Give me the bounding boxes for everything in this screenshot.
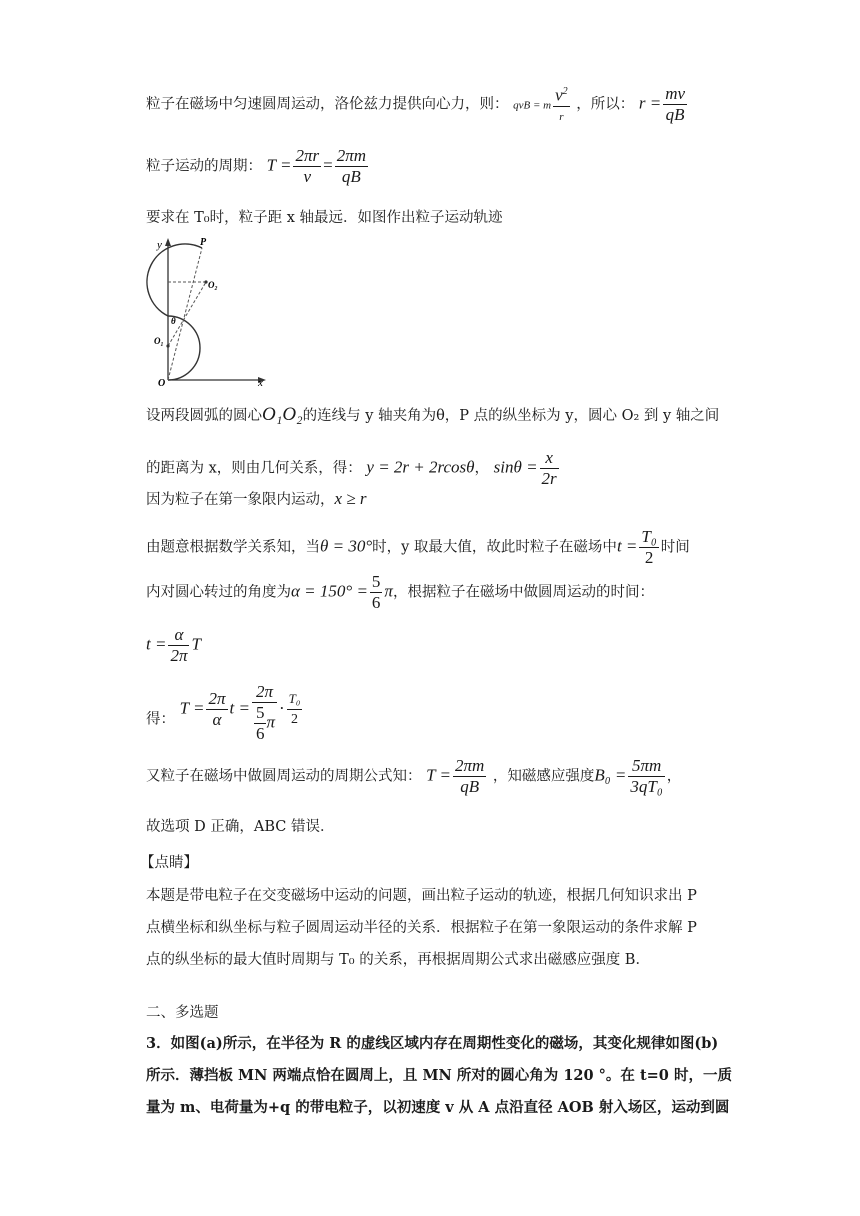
frac-num: 5πm <box>628 756 664 777</box>
frac-num <box>553 82 570 107</box>
line-3 <box>146 208 503 228</box>
label-o2: O₂ <box>208 280 218 290</box>
formula-y: y = 2r + 2rcosθ <box>366 457 475 477</box>
fraction-2pim-qb <box>335 146 368 187</box>
text-dianjing: 【点睛】 <box>140 855 198 871</box>
para-1 <box>146 886 697 906</box>
frac-den: 2 <box>291 712 299 727</box>
sec: 二、多选题 <box>146 1005 219 1021</box>
frac-den: r <box>559 110 564 123</box>
y-arrow <box>165 238 171 246</box>
formula-t: t = <box>616 536 638 556</box>
frac-num: T₀ <box>287 689 303 710</box>
formula-T: T = <box>266 155 292 175</box>
frac-den: 3qT₀ <box>630 777 663 796</box>
fraction-t0-2 <box>287 689 303 730</box>
compound-den <box>252 703 277 744</box>
fraction-alpha-2pi <box>168 625 189 666</box>
section-title <box>146 1003 219 1023</box>
label-p: P <box>200 237 207 248</box>
line-4 <box>146 405 719 426</box>
line-5 <box>146 448 561 489</box>
frac-den: v <box>303 167 312 186</box>
line-13 <box>140 853 198 873</box>
eq: = <box>323 155 333 175</box>
inner-num: 5 <box>255 703 265 722</box>
para-2 <box>146 918 697 938</box>
line-11 <box>146 756 681 797</box>
line-2 <box>146 146 370 187</box>
p3: 点的纵坐标的最大值时周期与 T₀ 的关系，再根据周期公式求出磁感应强度 B． <box>146 952 650 968</box>
formula-t: t = <box>229 698 250 718</box>
frac-den: 2r <box>541 469 557 488</box>
line-1 <box>146 82 689 127</box>
frac-num: x <box>540 448 559 469</box>
text-6: 因为粒子在第一象限内运动， <box>146 492 335 508</box>
text-5: 的距离为 x，则由几何关系，得： <box>146 460 362 477</box>
label-o1: O₁ <box>154 336 164 346</box>
text-4a: 设两段圆弧的圆心 <box>146 408 262 424</box>
formula-r: r = <box>638 93 662 113</box>
inner-den: 6 <box>255 724 265 743</box>
o1o2: O₁O₂ <box>262 404 303 425</box>
formula-t: t = <box>146 634 167 654</box>
formula-ineq: x ≥ r <box>334 489 367 508</box>
point-o1 <box>166 344 169 347</box>
fraction-2pi-alpha <box>206 689 227 730</box>
frac-den: 2π <box>170 646 188 665</box>
text-1: 粒子在磁场中匀速圆周运动，洛伦兹力提供向心力，则： <box>146 96 509 113</box>
line-9 <box>146 625 201 666</box>
question-2 <box>146 1066 732 1086</box>
frac-num: 5 <box>371 572 381 591</box>
fraction-2pir-v <box>293 146 321 187</box>
formula-alpha: α = 150° = <box>291 581 368 601</box>
text-2: 粒子运动的周期： <box>146 158 262 175</box>
text-4b: 的连线与 y 轴夹角为θ，P 点的纵坐标为 y，圆心 O₂ 到 y 轴之间 <box>302 408 720 424</box>
dash-o-p <box>168 248 202 380</box>
line-12 <box>146 817 334 837</box>
formula-b0: B₀ = <box>594 765 627 785</box>
frac-num: α <box>168 625 189 646</box>
pi: π <box>266 712 275 732</box>
text-de: 得： <box>146 711 175 728</box>
frac-num: T₀ <box>641 527 657 546</box>
formula-theta: θ = 30° <box>320 536 373 556</box>
arc-upper <box>147 244 202 316</box>
text-8a: 内对圆心转过的角度为 <box>146 584 291 601</box>
frac-num: mv <box>665 83 686 103</box>
end: ， <box>666 768 682 785</box>
formula-qvb: qvB = m <box>513 99 552 112</box>
text-7c: 时间 <box>660 539 690 556</box>
fraction-t0-2 <box>639 527 658 568</box>
frac-num: 2π <box>252 682 277 703</box>
frac-den: 6 <box>371 593 381 612</box>
q1: 3．如图(a)所示，在半径为 R 的虚线区域内存在周期性变化的磁场，其变化规律如图(b) <box>146 1035 719 1052</box>
frac-num: 2πm <box>336 146 367 165</box>
pi: π <box>384 581 393 601</box>
text-12: 故选项 D 正确，ABC 错误． <box>146 819 335 835</box>
text-8b: ，根据粒子在磁场中做圆周运动的时间： <box>392 584 654 601</box>
question-1 <box>146 1034 718 1054</box>
p1: 本题是带电粒子在交变磁场中运动的问题，画出粒子运动的轨迹，根据几何知识求出 P <box>146 888 697 904</box>
dash-o1-o2 <box>168 282 206 346</box>
frac-den: qB <box>460 777 480 796</box>
v: v <box>555 85 563 105</box>
text-11a: 又粒子在磁场中做圆周运动的周期公式知： <box>146 768 422 785</box>
sep: ，所以： <box>576 96 635 113</box>
text-7b: 时，y 取最大值，故此时粒子在磁场中 <box>372 539 617 556</box>
dot: · <box>279 698 285 718</box>
line-7 <box>146 527 690 568</box>
frac-den: qB <box>341 167 361 186</box>
fraction-5pim-3qt0 <box>628 756 664 797</box>
sep: ， <box>474 460 490 477</box>
formula-T: T <box>191 634 201 654</box>
label-theta: θ <box>171 316 176 326</box>
text-3: 要求在 T₀时，粒子距 x 轴最远．如图作出粒子运动轨迹 <box>146 210 503 226</box>
line-6 <box>146 489 367 510</box>
fraction-2pi-5-6pi <box>252 682 277 744</box>
line-10 <box>146 682 304 744</box>
question-3 <box>146 1098 729 1118</box>
label-y: y <box>157 239 162 251</box>
label-x: x <box>258 377 263 388</box>
formula-T: T = <box>179 698 205 718</box>
fraction-2pim-qb <box>453 756 486 797</box>
frac-den: 2 <box>644 548 654 567</box>
frac-num: 2πm <box>454 756 485 775</box>
q2: 所示．薄挡板 MN 两端点恰在圆周上，且 MN 所对的圆心角为 120 °。在 t=0 时，一质 <box>146 1067 732 1084</box>
frac-den: α <box>212 710 222 729</box>
square: 2 <box>562 86 568 97</box>
formula-T: T = <box>426 765 451 785</box>
q3: 量为 m、电荷量为+q 的带电粒子，以初速度 v 从 A 点沿直径 AOB 射入场区，运动到圆 <box>146 1099 730 1116</box>
fraction-mv-qb <box>663 84 687 125</box>
fraction-x-2r <box>540 448 559 489</box>
frac-num: 2π <box>208 689 226 708</box>
text-11b: ，知磁感应强度 <box>492 768 595 785</box>
label-o: O <box>158 378 166 388</box>
fraction-5-6 <box>370 572 383 613</box>
fraction-5-6-inner <box>254 703 267 744</box>
p2: 点横坐标和纵坐标与粒子圆周运动半径的关系．根据粒子在第一象限运动的条件求解 P <box>146 920 697 936</box>
para-3 <box>146 950 650 970</box>
frac-den: qB <box>665 104 685 124</box>
fraction-v2-r <box>553 82 570 127</box>
formula-sin: sinθ = <box>493 457 538 477</box>
trajectory-figure <box>144 236 274 388</box>
frac-num: 2πr <box>295 146 320 165</box>
text-7a: 由题意根据数学关系知，当 <box>146 539 320 556</box>
line-8 <box>146 572 654 613</box>
